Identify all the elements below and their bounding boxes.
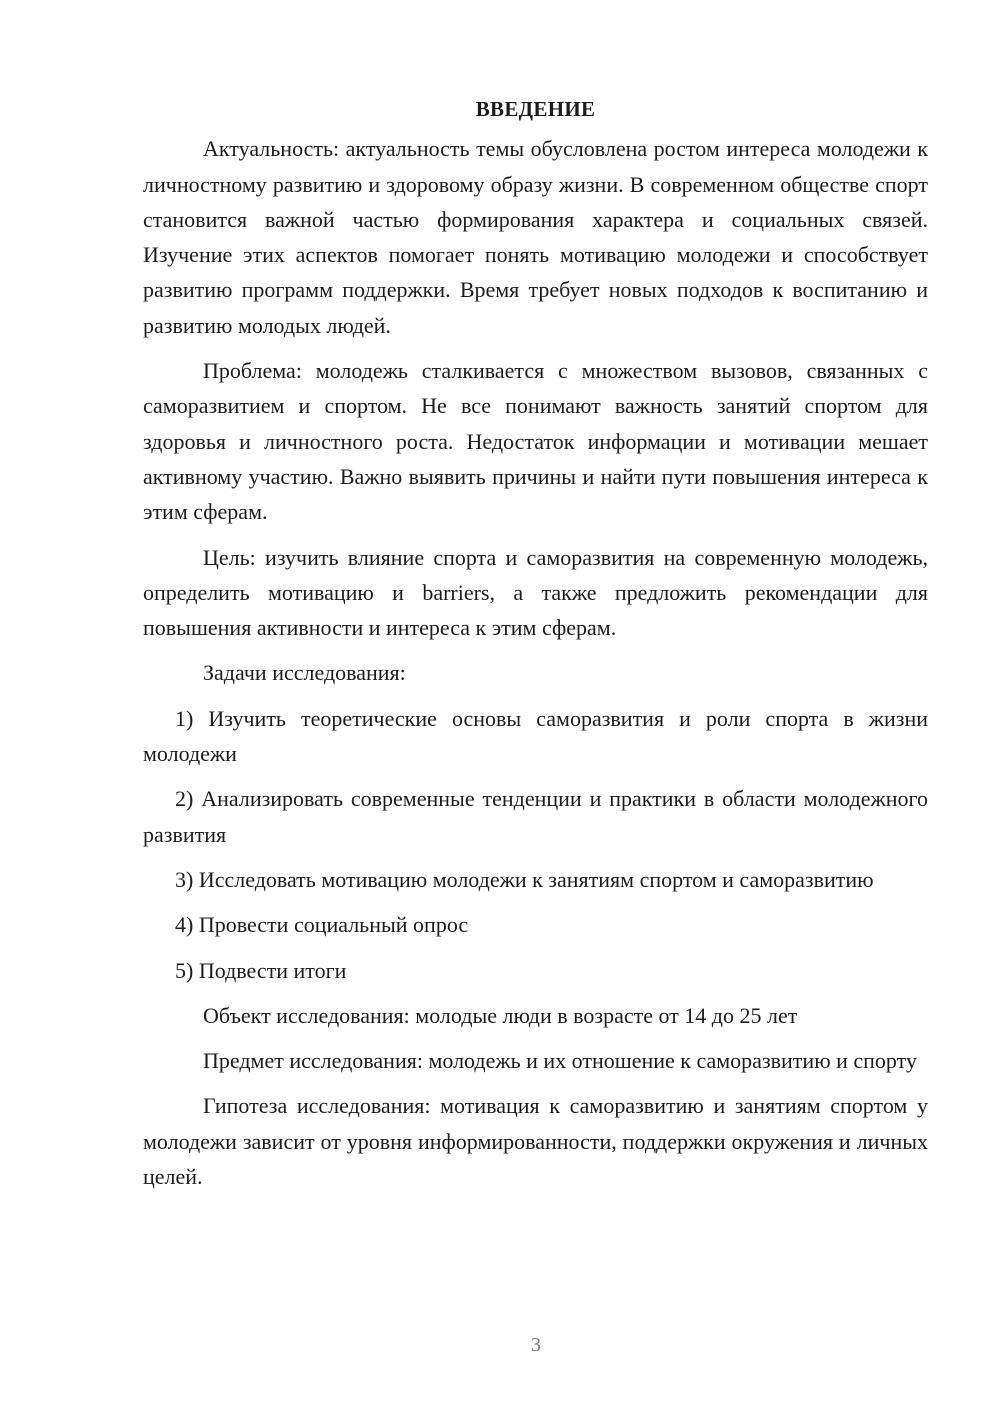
task-item-4: 4) Провести социальный опрос: [175, 912, 469, 938]
page-number: 3: [531, 1334, 541, 1356]
section-title: ВВЕДЕНИЕ: [475, 97, 596, 121]
goal-paragraph: Цель: изучить влияние спорта и саморазвития на современную молодежь, определить мотивацию и barriers, а также предложить рекомендации для повышения активности и интереса к этим сферам.: [143, 544, 928, 641]
task-item-1: 1) Изучить теоретические основы саморазвития и роли спорта в жизни молодежи: [143, 705, 928, 767]
task-item-2: 2) Анализировать современные тенденции и практики в области молодежного развития: [143, 786, 928, 847]
subject-paragraph: Предмет исследования: молодежь и их отношение к саморазвитию и спорту: [203, 1048, 917, 1074]
problem-paragraph: Проблема: молодежь сталкивается с множеством вызовов, связанных с саморазвитием и спортом. Не все понимают важность занятий спортом для здоровья и личностного роста. Недостаток информации и мотивации мешает активному участию. Важно выявить причины и найти пути повышения интереса к этим сферам.: [143, 358, 928, 525]
task-item-3: 3) Исследовать мотивацию молодежи к занятиям спортом и саморазвитию: [175, 866, 874, 892]
task-item-5: 5) Подвести итоги: [175, 957, 347, 983]
page-content: [143, 92, 928, 1204]
hypothesis-paragraph: Гипотеза исследования: мотивация к саморазвитию и занятиям спортом у молодежи зависит от уровня информированности, поддержки окружения и личных целей.: [143, 1093, 928, 1190]
tasks-heading: Задачи исследования:: [203, 660, 406, 686]
object-paragraph: Объект исследования: молодые люди в возрасте от 14 до 25 лет: [203, 1002, 798, 1028]
relevance-paragraph: Актуальность: актуальность темы обусловлена ростом интереса молодежи к личностному развитию и здоровому образу жизни. В современном обществе спорт становится важной частью формирования характера и социальных связей. Изучение этих аспектов помогает понять мотивацию молодежи и способствует развитию программ поддержки. Время требует новых подходов к воспитанию и развитию молодых людей.: [143, 136, 928, 338]
